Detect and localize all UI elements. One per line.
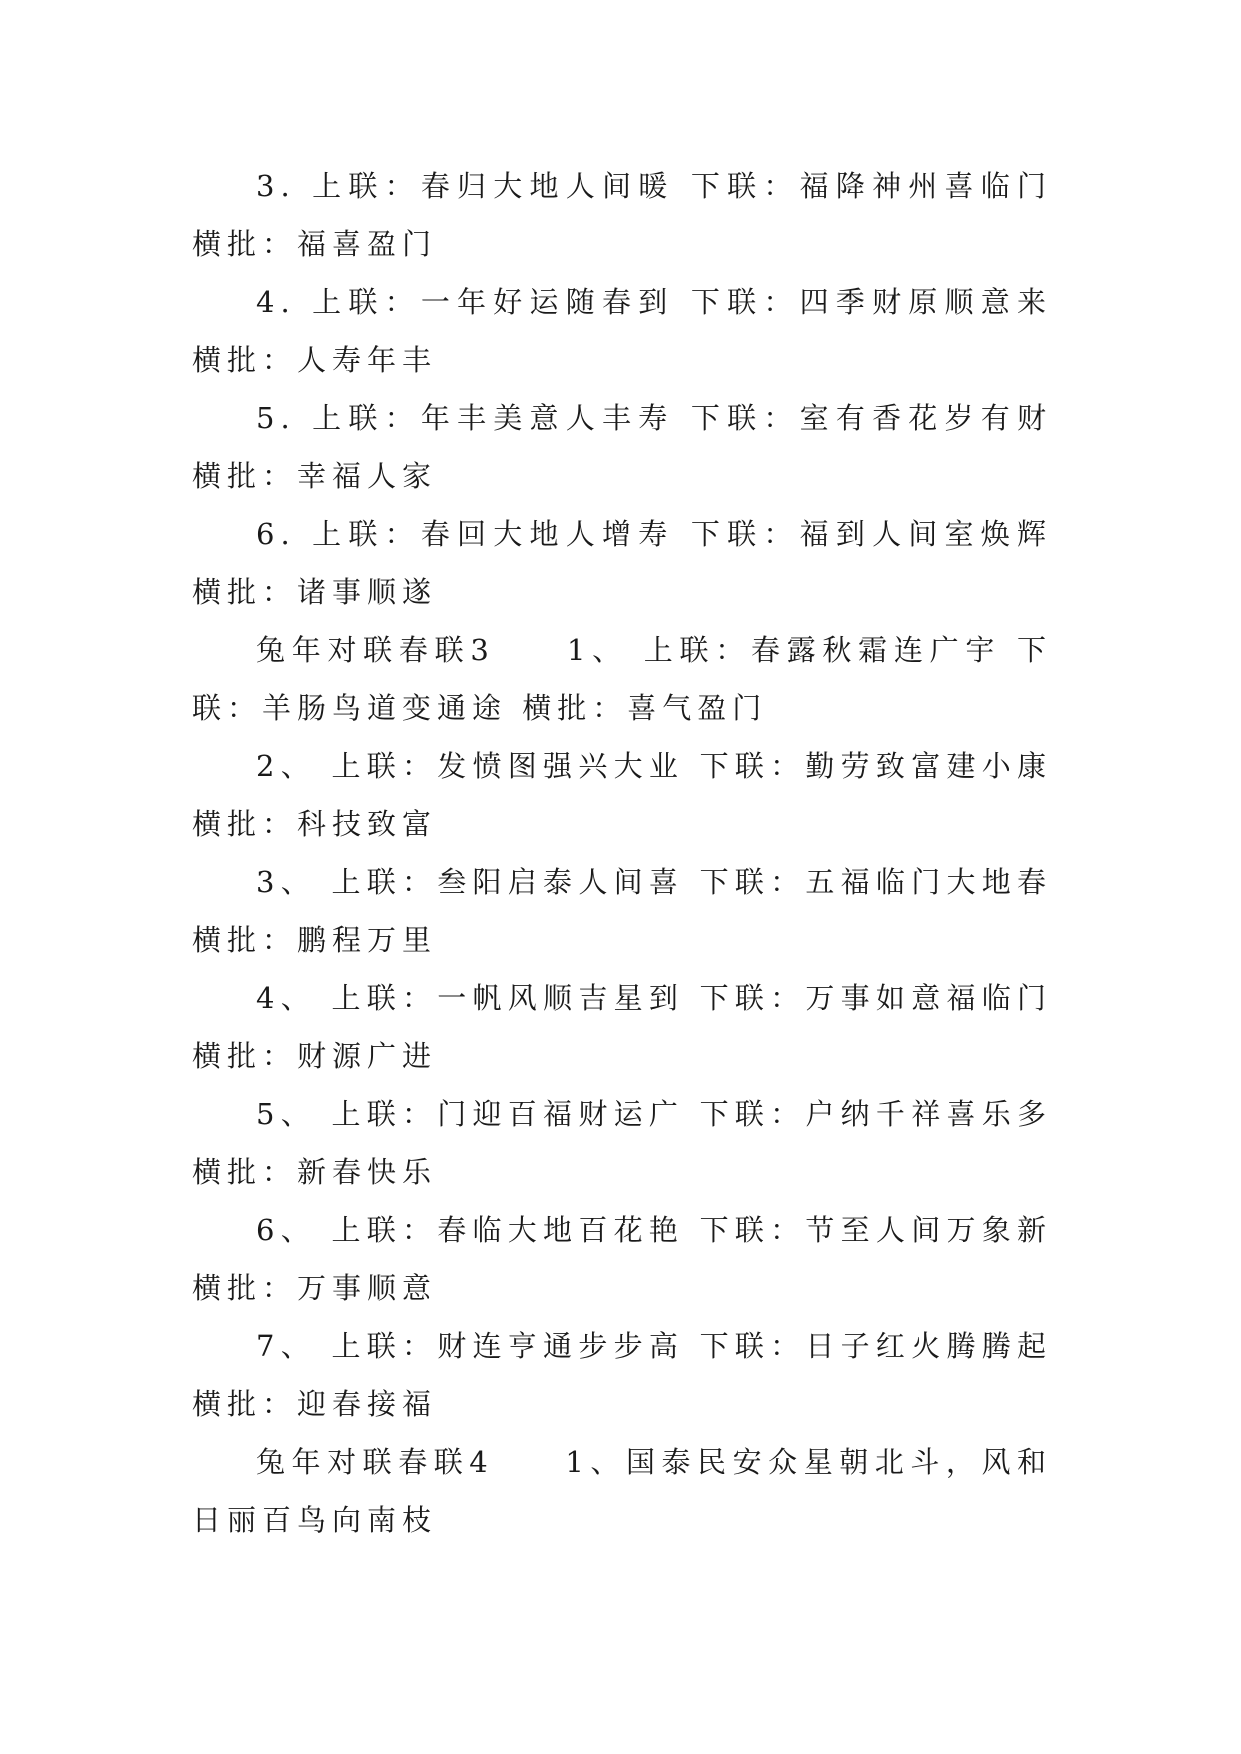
paragraph-section-4-item-1: 兔年对联春联4 1、国泰民安众星朝北斗，风和日丽百鸟向南枝 xyxy=(192,1445,1052,1537)
paragraph-section-3-item-2: 2、 上联：发愤图强兴大业 下联：勤劳致富建小康 横批：科技致富 xyxy=(192,749,1052,841)
paragraph-section-3-item-3: 3、 上联：叁阳启泰人间喜 下联：五福临门大地春 横批：鹏程万里 xyxy=(192,865,1052,957)
paragraph-couplet-5: 5. 上联：年丰美意人丰寿 下联：室有香花岁有财 横批：幸福人家 xyxy=(192,401,1052,493)
document-body xyxy=(192,157,1052,1549)
paragraph-section-3-item-6: 6、 上联：春临大地百花艳 下联：节至人间万象新 横批：万事顺意 xyxy=(192,1213,1052,1305)
paragraph-section-3-item-1: 兔年对联春联3 1、 上联：春露秋霜连广宇 下联：羊肠鸟道变通途 横批：喜气盈门 xyxy=(192,633,1052,725)
paragraph-section-3-item-4: 4、 上联：一帆风顺吉星到 下联：万事如意福临门 横批：财源广进 xyxy=(192,981,1052,1073)
paragraph-couplet-3: 3. 上联：春归大地人间暖 下联：福降神州喜临门 横批：福喜盈门 xyxy=(192,169,1052,261)
paragraph-couplet-6: 6. 上联：春回大地人增寿 下联：福到人间室焕辉 横批：诸事顺遂 xyxy=(192,517,1052,609)
paragraph-section-3-item-7: 7、 上联：财连亨通步步高 下联：日子红火腾腾起 横批：迎春接福 xyxy=(192,1329,1052,1421)
paragraph-couplet-4: 4. 上联：一年好运随春到 下联：四季财原顺意来 横批：人寿年丰 xyxy=(192,285,1052,377)
paragraph-section-3-item-5: 5、 上联：门迎百福财运广 下联：户纳千祥喜乐多 横批：新春快乐 xyxy=(192,1097,1052,1189)
